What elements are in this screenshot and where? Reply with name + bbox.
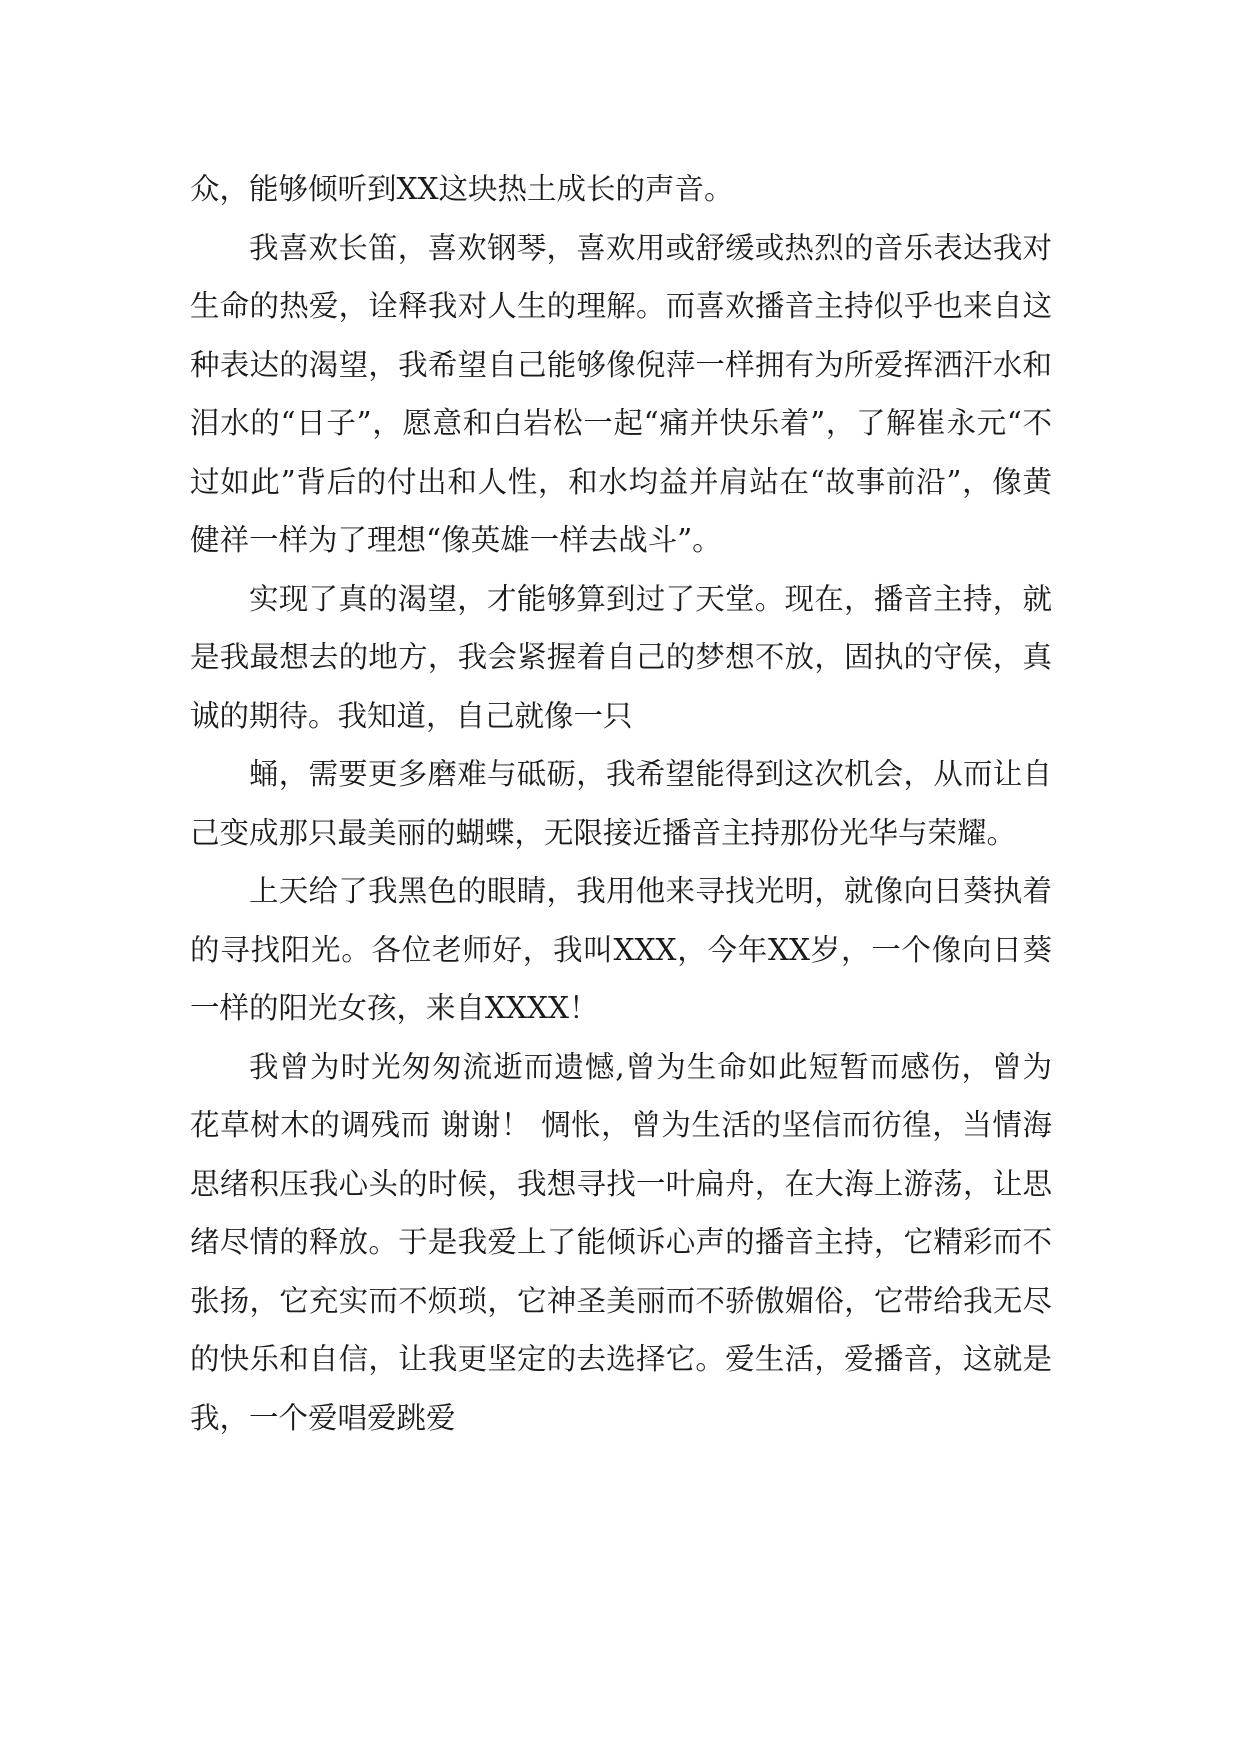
paragraph-3: 实现了真的渴望，才能够算到过了天堂。现在，播音主持，就是我最想去的地方，我会紧握着自己的梦想不放，固执的守侯，真诚的期待。我知道，自己就像一只 <box>190 581 1052 733</box>
paragraph-2: 我喜欢长笛，喜欢钢琴，喜欢用或舒缓或热烈的音乐表达我对生命的热爱，诠释我对人生的理解。而喜欢播音主持似乎也来自这种表达的渴望，我希望自己能够像倪萍一样拥有为所爱挥洒汗水和泪水的“日子”，愿意和白岩松一起“痛并快乐着”，了解崔永元“不过如此”背后的付出和人性，和水均益并肩站在“故事前沿”，像黄健祥一样为了理想“像英雄一样去战斗”。 <box>190 230 1052 557</box>
document-body <box>190 160 1052 1447</box>
paragraph-6: 我曾为时光匆匆流逝而遗憾,曾为生命如此短暂而感伤，曾为花草树木的调残而 谢谢！ 惆怅，曾为生活的坚信而彷徨，当情海思绪积压我心头的时候，我想寻找一叶扁舟，在大海上游荡，让思绪尽情的释放。于是我爱上了能倾诉心声的播音主持，它精彩而不张扬，它充实而不烦琐，它神圣美丽而不骄傲媚俗，它带给我无尽的快乐和自信，让我更坚定的去选择它。爱生活，爱播音，这就是我，一个爱唱爱跳爱 <box>190 1049 1052 1435</box>
paragraph-1: 众，能够倾听到XX这块热土成长的声音。 <box>190 172 734 206</box>
paragraph-4: 蛹，需要更多磨难与砥砺，我希望能得到这次机会，从而让自己变成那只最美丽的蝴蝶，无限接近播音主持那份光华与荣耀。 <box>190 757 1052 850</box>
paragraph-5: 上天给了我黑色的眼睛，我用他来寻找光明，就像向日葵执着的寻找阳光。各位老师好，我叫XXX，今年XX岁，一个像向日葵一样的阳光女孩，来自XXXX！ <box>190 874 1052 1025</box>
